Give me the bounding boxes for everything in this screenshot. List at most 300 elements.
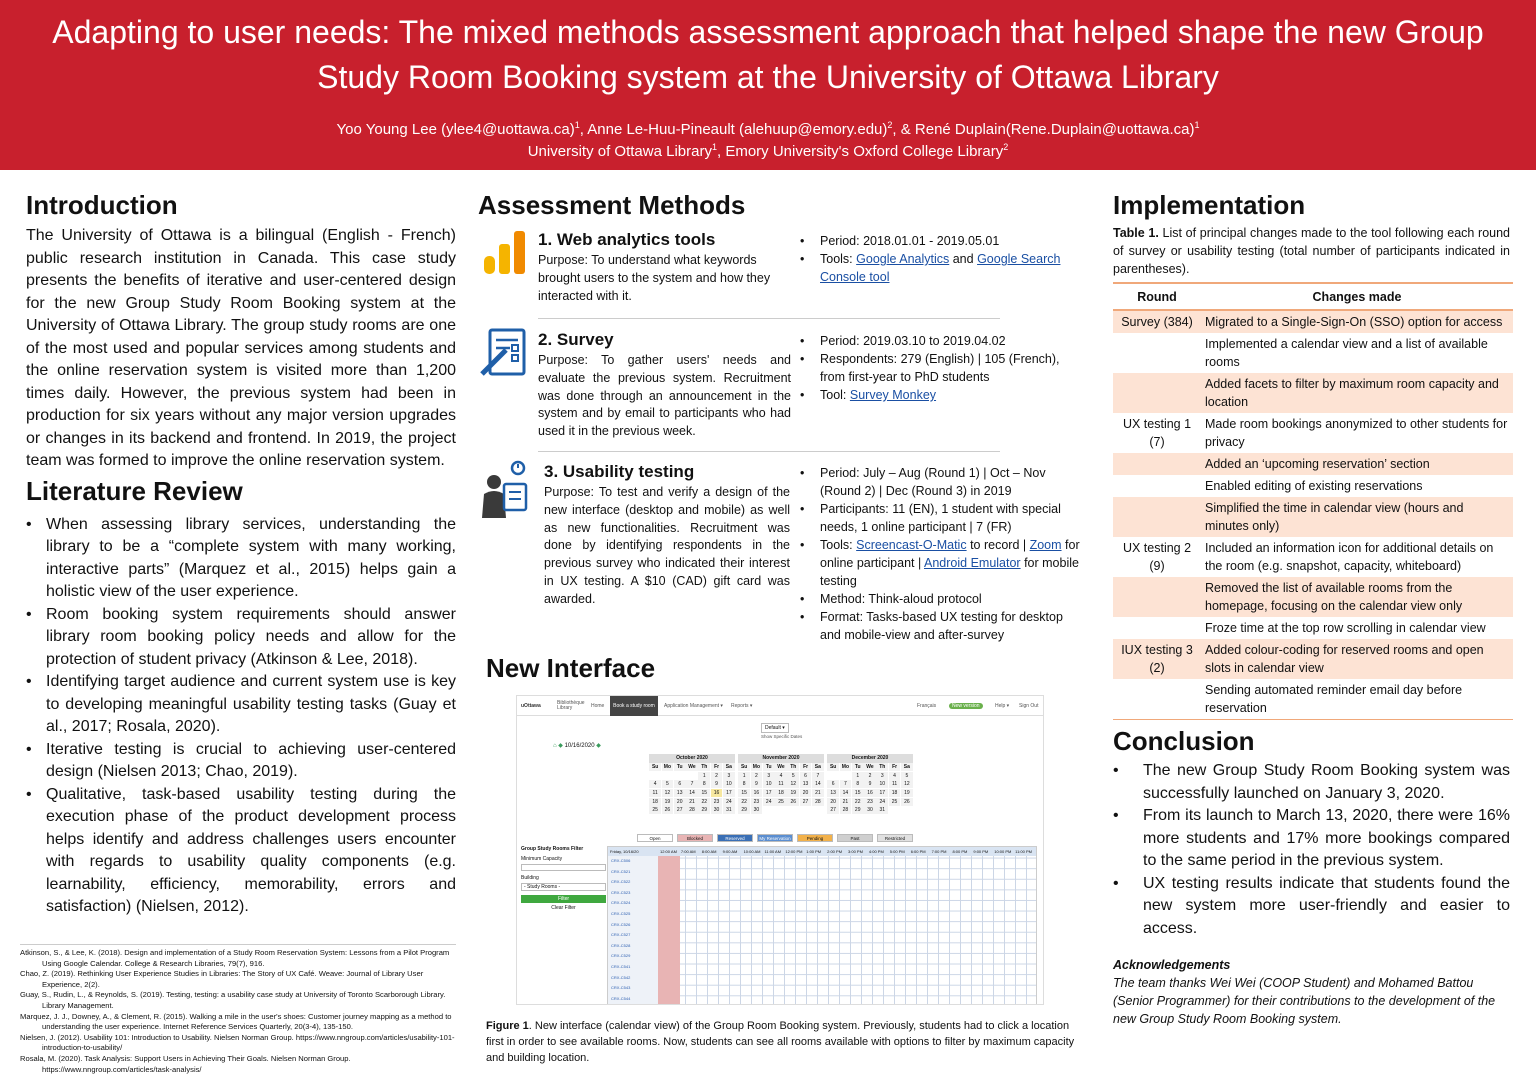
calendar-day[interactable]: 19: [787, 789, 799, 797]
calendar-day[interactable]: 20: [674, 798, 686, 806]
figure-caption: Figure 1. New interface (calendar view) of the Group Room Booking system. Previously, students had to click a location first in order to see available rooms. Now, students can see all rooms available with options to filter by maximum capacity and building location.: [486, 1020, 1075, 1064]
change-cell: Implemented a calendar view and a list of available rooms: [1205, 337, 1488, 369]
calendar-day[interactable]: 5: [662, 780, 674, 788]
room-name[interactable]: CRX-C542: [611, 974, 631, 980]
calendar-day[interactable]: 26: [662, 806, 674, 814]
nav-application-management[interactable]: Application Management ▾: [664, 703, 723, 709]
calendar-day[interactable]: 5: [787, 772, 799, 780]
nav-sign-out[interactable]: Sign Out: [1019, 703, 1039, 709]
calendar-day[interactable]: 27: [800, 798, 812, 806]
calendar-day[interactable]: 13: [800, 780, 812, 788]
empty-day: [686, 772, 698, 780]
weekday-label: Mo: [662, 763, 674, 771]
list-item: • When assessing library services, understanding the library to be a “complete system with many working, interactive parts” (Marquez et al., 2015) helps gain a holistic view of the user experience.: [26, 514, 456, 604]
calendar-day[interactable]: 28: [812, 798, 824, 806]
calendar-day[interactable]: 7: [840, 780, 852, 788]
round-cell: [1113, 453, 1201, 475]
show-specific-dates[interactable]: Show Specific Dates: [761, 734, 803, 739]
affiliation-line: University of Ottawa Library$^1$, Emory University's Oxford College Library$^2$: [527, 142, 1009, 160]
reference-item: Nielsen, J. (2012). Usability 101: Introduction to Usability. Nielsen Norman Group. https://www.nngroup.com/articles/usability-101-introduction-to-usability/: [20, 1032, 455, 1053]
language-toggle[interactable]: Français: [917, 703, 937, 709]
month-title: November 2020: [738, 754, 824, 763]
legend-blocked: Blocked: [677, 834, 713, 842]
new-version-badge[interactable]: New version: [949, 703, 983, 709]
method-title: 1. Web analytics tools: [538, 230, 716, 249]
calendar-day[interactable]: 10: [876, 780, 888, 788]
table-row: [1113, 453, 1513, 475]
calendar-day[interactable]: 26: [787, 798, 799, 806]
nav-help[interactable]: Help ▾: [995, 703, 1010, 709]
weekday-label: Fr: [711, 763, 723, 771]
calendar-day[interactable]: 7: [686, 780, 698, 788]
reference-item: Chao, Z. (2019). Rethinking User Experience Studies in Libraries: The Story of UX Café. Weave: Journal of Library User Experience, 2(2).: [20, 969, 424, 989]
change-cell: Made room bookings anonymized to other students for privacy: [1205, 417, 1508, 449]
reference-item: Atkinson, S., & Lee, K. (2018). Design and implementation of a Study Room Reservation System: Lessons from a Pilot Program Using Google Calendar. College & Research Libraries, 79(7), 916.: [20, 948, 450, 968]
filter-button[interactable]: Filter: [521, 895, 606, 903]
room-name[interactable]: CRX-C506: [611, 858, 631, 863]
introduction-text: The University of Ottawa is a bilingual (English - French) public research institution in Canada. This case study presents the benefits of iterative and user-centered design for the new Group Study Room Booking system at the University of Ottawa Library. The group study rooms are one of the most used and popular services among students and the online reservation system is visited more than 1,200 times daily. However, the previous system had been in production for six years without any major version upgrades or changes in its backend and frontend. In 2019, the project team was formed to improve the online reservation system.: [26, 227, 456, 469]
calendar-day[interactable]: 31: [723, 806, 735, 814]
list-item: • From its launch to March 13, 2020, there were 16% more students and 17% more bookings compared to the same period in the previous system.: [1113, 805, 1510, 873]
round-cell: [1113, 373, 1201, 413]
table-body: [1113, 310, 1513, 720]
uottawa-logo: uOttawa: [521, 703, 541, 709]
method-details: [800, 232, 1083, 286]
blocked-slots: [658, 856, 680, 1005]
calendar-month: [827, 754, 913, 831]
android-emulator-link[interactable]: Android Emulator: [924, 556, 1021, 570]
min-capacity-input[interactable]: [521, 864, 606, 871]
calendar-day[interactable]: 15: [738, 789, 750, 797]
change-cell: Added an ‘upcoming reservation’ section: [1201, 453, 1513, 475]
calendar-month: [649, 754, 735, 831]
calendar-day[interactable]: 13: [674, 789, 686, 797]
calendar-day[interactable]: 30: [711, 806, 723, 814]
grid-date: Friday, 10/16/20: [610, 849, 639, 854]
poster-header: [0, 0, 1536, 170]
month-title: October 2020: [649, 754, 735, 763]
list-item: • The new Group Study Room Booking system was successfully launched on January 3, 2020.: [1113, 760, 1510, 805]
table-row: [1113, 373, 1513, 413]
author-name: René Duplain(Rene.Duplain@uottawa.ca): [914, 121, 1195, 138]
calendar-day[interactable]: 29: [852, 806, 864, 814]
nav-reports[interactable]: Reports ▾: [731, 703, 753, 709]
calendar-day[interactable]: 6: [800, 772, 812, 780]
weekday-label: Sa: [901, 763, 913, 771]
time-header: [608, 847, 1036, 856]
calendar-day[interactable]: 14: [686, 789, 698, 797]
room-name[interactable]: CRX-C543: [611, 985, 631, 991]
calendar-day[interactable]: 23: [864, 798, 876, 806]
author-block: [20, 119, 1516, 163]
screencast-o-matic-link[interactable]: Screencast-O-Matic: [856, 538, 967, 552]
calendar-day[interactable]: 24: [723, 798, 735, 806]
legend-my-reservation: My Reservation: [757, 834, 793, 842]
round-cell: Survey (384): [1113, 310, 1201, 333]
table-row: [1113, 310, 1513, 333]
detail-item: • Tools: Screencast-O-Matic to record | Zoom for online participant | Android Emulator for mobile testing: [800, 536, 1083, 590]
calendar-day[interactable]: 19: [901, 789, 913, 797]
affiliation-name: University of Ottawa Library: [527, 143, 712, 160]
time-label: 8:00 AM: [701, 849, 717, 854]
change-cell: Included an information icon for additional details on the room (e.g. snapshot, capacity, whiteboard): [1205, 541, 1494, 573]
time-label: 8:00 PM: [952, 849, 968, 854]
legend-restricted: Restricted: [877, 834, 913, 842]
time-label: 12:00 AM: [660, 849, 677, 854]
calendar-day[interactable]: 3: [876, 772, 888, 780]
round-cell: [1113, 497, 1201, 537]
method-title: 2. Survey: [538, 330, 614, 349]
calendar-day[interactable]: 17: [763, 789, 775, 797]
table-row: [1113, 617, 1513, 639]
right-column: [1113, 190, 1510, 1028]
table-row: [1113, 413, 1513, 453]
weekday-label: Su: [738, 763, 750, 771]
calendar-day[interactable]: 3: [723, 772, 735, 780]
current-date: ⌂ ◆ 10/16/2020 ◆: [553, 743, 601, 749]
calendar-day[interactable]: 12: [787, 780, 799, 788]
room-name[interactable]: CRX-C528: [611, 942, 631, 948]
calendar-day[interactable]: 6: [674, 780, 686, 788]
calendar-day[interactable]: 18: [775, 789, 787, 797]
calendar-day[interactable]: 22: [852, 798, 864, 806]
weekday-label: Tu: [674, 763, 686, 771]
table-caption: Table 1. List of principal changes made to the tool following each round of survey or usability testing (total number of participants indicated in parentheses).: [1113, 226, 1511, 276]
change-cell: Sending automated reminder email day before reservation: [1201, 679, 1513, 720]
empty-day: [649, 772, 661, 780]
calendar-day[interactable]: 25: [889, 798, 901, 806]
author-line: Yoo Young Lee (ylee4@uottawa.ca)$^1$, Anne Le-Huu-Pineault (alehuup@emory.edu)$^2$, & René Duplain(Rene.Duplain@uottawa.ca)$^1$: [336, 120, 1200, 138]
calendar-day[interactable]: 25: [649, 806, 661, 814]
acknowledgements-title: Acknowledgements: [1113, 958, 1231, 972]
room-list: [608, 856, 658, 1005]
author-name: Anne Le-Huu-Pineault (alehuup@emory.edu): [587, 121, 888, 138]
calendar-day[interactable]: 20: [827, 798, 839, 806]
conclusion-list: [1113, 760, 1510, 940]
calendar-day[interactable]: 17: [876, 789, 888, 797]
affiliation-name: Emory University's Oxford College Library: [725, 143, 1004, 160]
calendar-day[interactable]: 4: [889, 772, 901, 780]
change-cell: Added colour-coding for reserved rooms and open slots in calendar view: [1201, 639, 1513, 679]
column-header-changes: Changes made: [1201, 283, 1513, 310]
analytics-icon: [480, 228, 530, 278]
calendar-day[interactable]: 10: [763, 780, 775, 788]
calendar-day[interactable]: 11: [889, 780, 901, 788]
calendar-day[interactable]: 17: [723, 789, 735, 797]
room-schedule-grid[interactable]: [607, 846, 1037, 1005]
table-row: [1113, 537, 1513, 577]
methods-heading: Assessment Methods: [478, 190, 746, 220]
detail-item: • Period: 2018.01.01 - 2019.05.01: [800, 232, 1083, 250]
time-label: 1:00 PM: [806, 849, 822, 854]
empty-day: [674, 772, 686, 780]
list-item: • Identifying target audience and current system use is key to developing meaningful usability testing tasks (Guay et al., 2017; Rosala, 2020).: [26, 671, 456, 739]
weekday-label: We: [864, 763, 876, 771]
author-name: Yoo Young Lee (ylee4@uottawa.ca): [336, 121, 575, 138]
calendar-day[interactable]: 4: [775, 772, 787, 780]
empty-day: [827, 772, 839, 780]
calendar-day[interactable]: 6: [827, 780, 839, 788]
introduction-heading: Introduction: [26, 190, 178, 220]
calendar-day[interactable]: 23: [711, 798, 723, 806]
weekday-label: Su: [649, 763, 661, 771]
month-grid[interactable]: [827, 763, 913, 815]
weekday-label: Mo: [840, 763, 852, 771]
round-cell: [1113, 333, 1201, 373]
calendar-day[interactable]: 8: [852, 780, 864, 788]
time-label: 11:00 PM: [1015, 849, 1032, 854]
list-item: • UX testing results indicate that students found the new system more user-friendly and easier to access.: [1113, 873, 1510, 941]
calendar-day[interactable]: 11: [775, 780, 787, 788]
references: [20, 944, 456, 1075]
calendar-day[interactable]: 30: [751, 806, 763, 814]
google-analytics-link[interactable]: Google Analytics: [856, 252, 950, 266]
month-grid[interactable]: [649, 763, 735, 815]
filter-title: Group Study Rooms Filter: [521, 846, 584, 852]
calendar-day[interactable]: 27: [674, 806, 686, 814]
view-select[interactable]: Default ▾: [761, 723, 789, 733]
time-label: 6:00 PM: [910, 849, 926, 854]
weekday-label: We: [775, 763, 787, 771]
weekday-label: Sa: [723, 763, 735, 771]
google-search-console-link[interactable]: Google Search Console tool: [820, 252, 1061, 284]
calendar-day[interactable]: 22: [738, 798, 750, 806]
change-cell: Enabled editing of existing reservations: [1205, 479, 1423, 493]
calendar-day[interactable]: 15: [852, 789, 864, 797]
time-label: 7:00 PM: [931, 849, 947, 854]
change-cell: Simplified the time in calendar view (hours and minutes only): [1201, 497, 1513, 537]
room-name[interactable]: CRX-C521: [611, 868, 631, 874]
calendar-day[interactable]: 27: [827, 806, 839, 814]
conclusion-heading: Conclusion: [1113, 726, 1255, 756]
room-name[interactable]: CRX-C541: [611, 963, 631, 969]
room-name[interactable]: CRX-C526: [611, 921, 631, 927]
divider: [538, 451, 1000, 452]
detail-item: • Format: Tasks-based UX testing for desktop and mobile-view and after-survey: [800, 608, 1083, 644]
calendar-day[interactable]: 19: [662, 798, 674, 806]
calendar-day[interactable]: 21: [812, 789, 824, 797]
weekday-label: Tu: [852, 763, 864, 771]
detail-item: • Period: 2019.03.10 to 2019.04.02: [800, 332, 1083, 350]
calendar-day[interactable]: 15: [698, 789, 710, 797]
calendar-day[interactable]: 8: [698, 780, 710, 788]
calendar-day[interactable]: 12: [901, 780, 913, 788]
room-name[interactable]: CRX-C524: [611, 900, 631, 906]
literature-heading: Literature Review: [26, 475, 243, 506]
legend-open: Open: [637, 834, 673, 842]
calendar-day[interactable]: 16: [711, 789, 723, 797]
weekday-label: Su: [827, 763, 839, 771]
calendar-day[interactable]: 29: [698, 806, 710, 814]
calendar-day[interactable]: 9: [751, 780, 763, 788]
room-name[interactable]: CRX-C529: [611, 953, 631, 959]
calendar-day[interactable]: 21: [686, 798, 698, 806]
legend-pending: Pending: [797, 834, 833, 842]
time-label: 5:00 PM: [889, 849, 905, 854]
calendar-day[interactable]: 1: [698, 772, 710, 780]
legend-past: Past: [837, 834, 873, 842]
changes-table: [1113, 282, 1513, 720]
time-label: 9:00 PM: [973, 849, 989, 854]
calendar-day[interactable]: 31: [876, 806, 888, 814]
acknowledgements-text: The team thanks Wei Wei (COOP Student) and Mohamed Battou (Senior Programmer) for their contributions to the development of the new Group Study Room Booking system.: [1113, 976, 1496, 1026]
usability-testing-icon: [480, 460, 530, 520]
time-label: 10:00 PM: [994, 849, 1012, 854]
app-navbar: uOttawa Bibliothèque Library Home Book a study room Application Management ▾ Reports ▾ Français New version Help ▾ Sign Out: [517, 696, 1043, 716]
calendar-day[interactable]: 23: [751, 798, 763, 806]
calendar-day[interactable]: 8: [738, 780, 750, 788]
weekday-label: We: [686, 763, 698, 771]
nav-home[interactable]: Home: [591, 703, 605, 709]
time-label: 12:00 PM: [785, 849, 803, 854]
weekday-label: Fr: [889, 763, 901, 771]
column-header-round: Round: [1113, 283, 1201, 310]
survey-form-icon: [480, 328, 530, 378]
time-label: 10:00 AM: [743, 849, 761, 854]
implementation-heading: Implementation: [1113, 190, 1306, 220]
change-cell: Froze time at the top row scrolling in calendar view: [1205, 621, 1486, 635]
empty-day: [662, 772, 674, 780]
round-cell: [1113, 617, 1201, 639]
weekday-label: Fr: [800, 763, 812, 771]
weekday-label: Th: [787, 763, 799, 771]
calendar-day[interactable]: 13: [827, 789, 839, 797]
weekday-label: Tu: [763, 763, 775, 771]
method-title: 3. Usability testing: [544, 462, 695, 481]
calendar-day[interactable]: 11: [649, 789, 661, 797]
time-label: 2:00 PM: [827, 849, 843, 854]
empty-day: [840, 772, 852, 780]
calendar-day[interactable]: 24: [763, 798, 775, 806]
calendar-day[interactable]: 24: [876, 798, 888, 806]
calendar-day[interactable]: 28: [686, 806, 698, 814]
calendar-day[interactable]: 3: [763, 772, 775, 780]
calendar-day[interactable]: 16: [864, 789, 876, 797]
room-name[interactable]: CRX-C523: [611, 889, 631, 895]
month-grid[interactable]: [738, 763, 824, 815]
calendar-day[interactable]: 1: [852, 772, 864, 780]
calendar-day[interactable]: 1: [738, 772, 750, 780]
method-details: [800, 464, 1083, 644]
weekday-label: Mo: [751, 763, 763, 771]
detail-item: • Period: July – Aug (Round 1) | Oct – Nov (Round 2) | Dec (Round 3) in 2019: [800, 464, 1083, 500]
detail-item: • Method: Think-aloud protocol: [800, 590, 1083, 608]
detail-item: • Participants: 11 (EN), 1 student with special needs, 1 online participant | 7 (FR): [800, 500, 1083, 536]
literature-list: [26, 514, 456, 919]
poster-title: Adapting to user needs: The mixed methods assessment approach that helped shape the new Group Study Room Booking system at the University of Ottawa Library: [52, 14, 1484, 95]
method-purpose: Purpose: To understand what keywords brought users to the system and how they interacted with it.: [538, 253, 771, 303]
legend-reserved: Reserved: [717, 834, 753, 842]
table-row: [1113, 497, 1513, 537]
calendar-day[interactable]: 29: [738, 806, 750, 814]
interface-screenshot: [516, 695, 1044, 1005]
weekday-label: Th: [698, 763, 710, 771]
calendar-day[interactable]: 18: [889, 789, 901, 797]
detail-item: • Tool: Survey Monkey: [800, 386, 1083, 404]
table-row: [1113, 577, 1513, 617]
calendar-day[interactable]: 4: [649, 780, 661, 788]
table-row: [1113, 679, 1513, 720]
change-cell: Migrated to a Single-Sign-On (SSO) option for access: [1201, 310, 1513, 333]
survey-monkey-link[interactable]: Survey Monkey: [849, 388, 937, 402]
weekday-label: Th: [876, 763, 888, 771]
round-cell: UX testing 1 (7): [1122, 417, 1192, 449]
table-row: [1113, 475, 1513, 497]
new-interface-heading: New Interface: [486, 653, 656, 683]
list-item: • Qualitative, task-based usability testing during the execution phase of the product development process helps identify and address challenges users encounter with regards to usability quality components (e.g. learnability, efficiency, memorability, errors and satisfaction) (Nielsen, 2012).: [26, 784, 456, 919]
table-row: [1113, 333, 1513, 373]
calendar-month: [738, 754, 824, 831]
calendar-day[interactable]: 28: [840, 806, 852, 814]
round-cell: [1113, 577, 1201, 617]
room-name[interactable]: CRX-C522: [611, 879, 631, 885]
detail-item: • Tools: Google Analytics and Google Search Console tool: [800, 250, 1083, 286]
calendar-day[interactable]: 14: [840, 789, 852, 797]
calendar-day[interactable]: 30: [864, 806, 876, 814]
reference-item: Guay, S., Rudin, L., & Reynolds, S. (2019). Testing, testing: a usability case study at University of Toronto Scarborough Library. Library Management.: [20, 990, 446, 1010]
reference-item: Marquez, J. J., Downey, A., & Clement, R. (2015). Walking a mile in the user's shoes: Customer journey mapping as a method to understanding the user experience. Internet Reference Services Quarterly, 20(3-4), 135-150.: [20, 1011, 452, 1032]
calendar-day[interactable]: 9: [711, 780, 723, 788]
calendar-day[interactable]: 12: [662, 789, 674, 797]
room-name[interactable]: CRX-C527: [611, 932, 631, 938]
calendar-day[interactable]: 2: [864, 772, 876, 780]
middle-column: [478, 190, 1083, 1064]
calendar-day[interactable]: 22: [698, 798, 710, 806]
calendar-day[interactable]: 16: [751, 789, 763, 797]
calendar-day[interactable]: 2: [751, 772, 763, 780]
calendar-day[interactable]: 20: [800, 789, 812, 797]
weekday-label: Sa: [812, 763, 824, 771]
building-select[interactable]: - Study Rooms -: [521, 883, 606, 891]
room-filter-panel: Group Study Rooms Filter Minimum Capacity Building - Study Rooms - Filter Clear Filter: [521, 846, 606, 911]
round-cell: IUX testing 3 (2): [1113, 639, 1201, 679]
calendar-day[interactable]: 10: [723, 780, 735, 788]
method-purpose: Purpose: To test and verify a design of the new interface (desktop and mobile) as well as new functionalities. Recruitment was done by identifying respondents in the previous survey who indicated their interest in UX testing. A $10 (CAD) gift card was awarded.: [544, 485, 790, 606]
nav-book-study-room[interactable]: Book a study room: [610, 696, 658, 716]
room-name[interactable]: CRX-C544: [611, 995, 631, 1001]
detail-item: • Respondents: 279 (English) | 105 (French), from first-year to PhD students: [800, 350, 1083, 386]
calendar-day[interactable]: 18: [649, 798, 661, 806]
method-details: [800, 332, 1083, 404]
left-column: [26, 190, 456, 919]
room-name[interactable]: CRX-C525: [611, 910, 631, 916]
table-row: [1113, 639, 1513, 679]
calendar-day[interactable]: 21: [840, 798, 852, 806]
time-label: 4:00 PM: [868, 849, 884, 854]
zoom-link[interactable]: Zoom: [1029, 538, 1062, 552]
calendar-day[interactable]: 25: [775, 798, 787, 806]
divider: [538, 318, 1000, 319]
change-cell: Added facets to filter by maximum room capacity and location: [1201, 373, 1513, 413]
month-title: December 2020: [827, 754, 913, 763]
round-cell: [1113, 475, 1201, 497]
calendar-day[interactable]: 5: [901, 772, 913, 780]
calendar-day[interactable]: 7: [812, 772, 824, 780]
time-label: 7:00 AM: [680, 849, 696, 854]
reference-item: Rosala, M. (2020). Task Analysis: Support Users in Achieving Their Goals. Nielsen Norman Group. https://www.nngroup.com/articles/task-analysis/: [20, 1053, 351, 1074]
clear-filter-button[interactable]: Clear Filter: [551, 905, 576, 911]
calendar-day[interactable]: 2: [711, 772, 723, 780]
calendar-day[interactable]: 9: [864, 780, 876, 788]
method-purpose: Purpose: To gather users' needs and evaluate the previous system. Recruitment was done through an announcement in the system and by email to participants who had used it in the previous week.: [538, 353, 791, 439]
calendar-day[interactable]: 26: [901, 798, 913, 806]
time-label: 11:00 AM: [764, 849, 782, 854]
change-cell: Removed the list of available rooms from the homepage, focusing on the calendar view only: [1201, 577, 1513, 617]
calendar-day[interactable]: 14: [812, 780, 824, 788]
round-cell: UX testing 2 (9): [1122, 541, 1192, 573]
list-item: • Room booking system requirements should answer library room booking policy needs and allow for the protection of student privacy (Atkinson & Lee, 2018).: [26, 604, 456, 672]
time-label: 9:00 AM: [722, 849, 738, 854]
